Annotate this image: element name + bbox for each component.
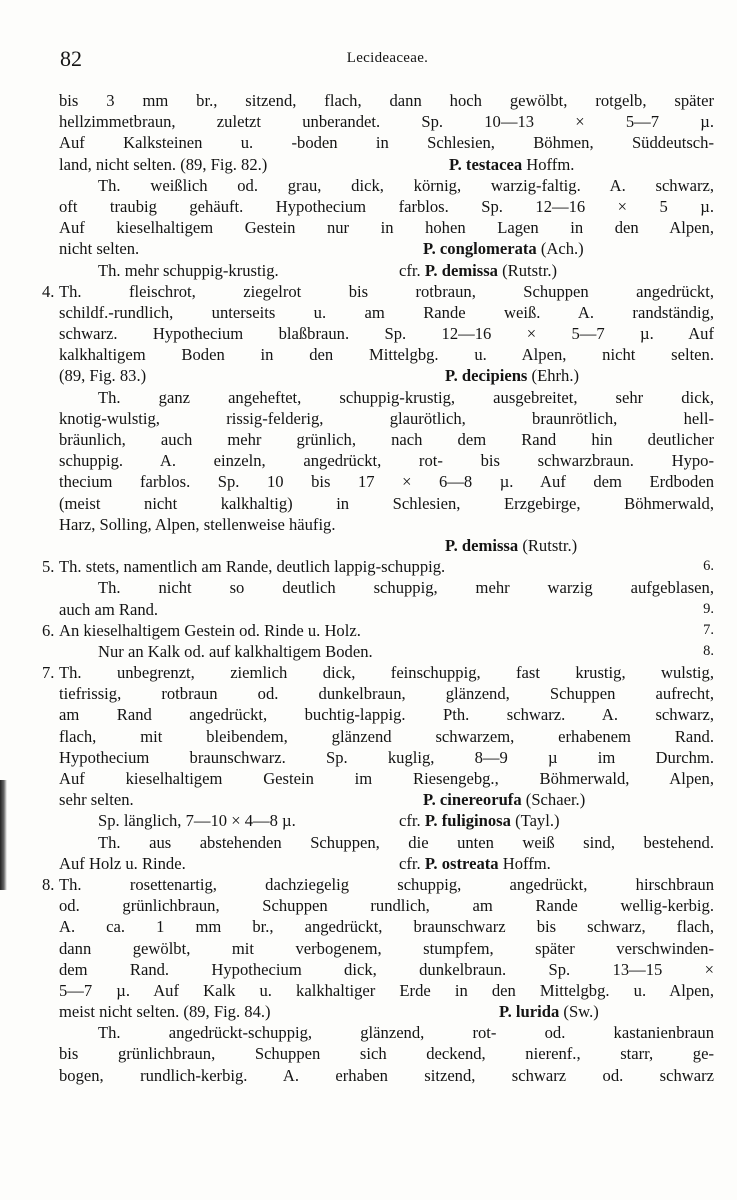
text-line-body: (89, Fig. 83.) (59, 366, 147, 386)
text-line: Auf kieselhaltigem Gestein nur in hohen Lagen in den Alpen, (59, 218, 714, 238)
species-name-conglomerata: P. conglomerata (Ach.) (423, 239, 584, 259)
couplet-number: 4. (42, 281, 55, 301)
couplet-number: 8. (42, 874, 55, 894)
lead-reference: 9. (703, 600, 714, 617)
text-line (59, 789, 714, 810)
text-line: dem Rand. Hypothecium dick, dunkelbraun. Sp. 13—15 × (59, 959, 714, 979)
text-line: Nur an Kalk od. auf kalkhaltigem Boden. 8. (98, 641, 714, 661)
couplet-number: 7. (42, 663, 55, 683)
page-number: 82 (60, 46, 82, 71)
running-title: Lecideaceae. (346, 50, 429, 66)
text-line-body: nicht selten. (59, 239, 140, 259)
text-line: Th. aus abstehenden Schuppen, die unten weiß sind, bestehend. (98, 832, 714, 852)
text-line: schildf.-rundlich, unterseits u. am Rande weiß. A. randständig, (59, 302, 714, 322)
couplet-number: 5. (42, 557, 55, 577)
text-line: Th. nicht so deutlich schuppig, mehr warzig aufgeblasen, (98, 578, 714, 598)
couplet-number: 6. (42, 620, 55, 640)
text-line (59, 810, 714, 831)
text-line (59, 154, 714, 175)
text-line (59, 535, 714, 556)
species-name-decipiens: P. decipiens (Ehrh.) (445, 366, 580, 386)
text-line-body: sehr selten. (59, 790, 134, 810)
text-line: 5—7 µ. Auf Kalk u. kalkhaltiger Erde in den Mittelgbg. u. Alpen, (59, 980, 714, 1000)
text-line: bogen, rundlich-kerbig. A. erhaben sitzend, schwarz od. schwarz (59, 1065, 714, 1085)
text-line: flach, mit bleibendem, glänzend schwarzem, erhabenem Rand. (59, 726, 714, 746)
text-line: dann gewölbt, mit verbogenem, stumpfem, später verschwinden- (59, 938, 714, 958)
species-name-demissa-cfr: cfr. P. demissa (Rutstr.) (399, 260, 557, 280)
species-name-cinereorufa: P. cinereorufa (Schaer.) (423, 790, 586, 810)
text-line: thecium farblos. Sp. 10 bis 17 × 6—8 µ. Auf dem Erdboden (59, 472, 714, 492)
text-line: A. ca. 1 mm br., angedrückt, braunschwarz bis schwarz, flach, (59, 917, 714, 937)
species-name-fuliginosa: cfr. P. fuliginosa (Tayl.) (399, 811, 560, 831)
text-line: knotig-wulstig, rissig-felderig, glaurötlich, braunrötlich, hell- (59, 408, 714, 428)
couplet-8: 8. Th. rosettenartig, dachziegelig schuppig, angedrückt, hirschbraun (42, 874, 714, 894)
text-line: tiefrissig, rotbraun od. dunkelbraun, glänzend, Schuppen aufrecht, (59, 684, 714, 704)
species-name-ostreata: cfr. P. ostreata Hoffm. (399, 853, 551, 873)
species-name-demissa: P. demissa (Rutstr.) (445, 535, 578, 555)
lead-reference: 8. (703, 642, 714, 659)
text-line: bräunlich, auch mehr grünlich, nach dem Rand hin deutlicher (59, 430, 714, 449)
text-line: Auf kieselhaltigem Gestein im Riesengebg., Böhmerwald, Alpen, (59, 769, 714, 788)
text-line: Harz, Solling, Alpen, stellenweise häufig. (59, 514, 336, 534)
text-line (59, 1001, 714, 1022)
couplet-5: 5. Th. stets, namentlich am Rande, deutlich lappig-schuppig. 6. (42, 557, 714, 577)
text-line: Hypothecium braunschwarz. Sp. kuglig, 8—9 µ im Durchm. (59, 747, 714, 767)
lead-reference: 6. (703, 558, 714, 575)
text-line: (meist nicht kalkhaltig) in Schlesien, Erzgebirge, Böhmerwald, (59, 493, 714, 513)
text-line (59, 853, 714, 874)
text-line-body: land, nicht selten. (89, Fig. 82.) (59, 154, 268, 174)
text-line: oft traubig gehäuft. Hypothecium farblos. Sp. 12—16 × 5 µ. (59, 196, 714, 216)
text-line (59, 260, 714, 281)
lead-reference: 7. (703, 621, 714, 638)
page-body (42, 90, 714, 1086)
text-line-body: Sp. länglich, 7—10 × 4—8 µ. (98, 811, 296, 831)
couplet-6: 6. An kieselhaltigem Gestein od. Rinde u. Holz. 7. (42, 620, 714, 640)
page-header (60, 46, 715, 76)
text-line: bis 3 mm br., sitzend, flach, dann hoch gewölbt, rotgelb, später (59, 91, 714, 110)
text-line (59, 365, 714, 386)
text-line: hellzimmetbraun, zuletzt unberandet. Sp. 10—13 × 5—7 µ. (59, 112, 714, 132)
text-line: schwarz. Hypothecium blaßbraun. Sp. 12—16 × 5—7 µ. Auf (59, 324, 714, 344)
text-line: schuppig. A. einzeln, angedrückt, rot- bis schwarzbraun. Hypo- (59, 451, 714, 471)
text-line: Th. angedrückt-schuppig, glänzend, rot- od. kastanienbraun (98, 1023, 714, 1043)
text-line: bis grünlichbraun, Schuppen sich deckend, nierenf., starr, ge- (59, 1044, 714, 1064)
text-line: auch am Rand. 9. (59, 599, 714, 619)
text-line: Auf Kalksteinen u. -boden in Schlesien, Böhmen, Süddeutsch- (59, 133, 714, 153)
species-name-testacea: P. testacea Hoffm. (449, 154, 575, 174)
species-name-lurida: P. lurida (Sw.) (499, 1002, 599, 1022)
text-line (59, 238, 714, 259)
couplet-4: 4. Th. fleischrot, ziegelrot bis rotbraun, Schuppen angedrückt, (42, 281, 714, 301)
couplet-7: 7. Th. unbegrenzt, ziemlich dick, feinschuppig, fast krustig, wulstig, (42, 663, 714, 683)
text-line-body: Auf Holz u. Rinde. (59, 853, 186, 873)
text-line-body: Th. mehr schuppig-krustig. (98, 260, 279, 280)
text-line: Th. ganz angeheftet, schuppig-krustig, ausgebreitet, sehr dick, (98, 387, 714, 407)
text-line: od. grünlichbraun, Schuppen rundlich, am Rande wellig-kerbig. (59, 896, 714, 916)
text-line: am Rand angedrückt, buchtig-lappig. Pth. schwarz. A. schwarz, (59, 705, 714, 725)
scan-edge-shadow (0, 780, 7, 890)
text-line-body: meist nicht selten. (89, Fig. 84.) (59, 1002, 271, 1022)
text-line: kalkhaltigem Boden in den Mittelgbg. u. Alpen, nicht selten. (59, 345, 714, 365)
text-line: Th. weißlich od. grau, dick, körnig, warzig-faltig. A. schwarz, (98, 175, 714, 195)
